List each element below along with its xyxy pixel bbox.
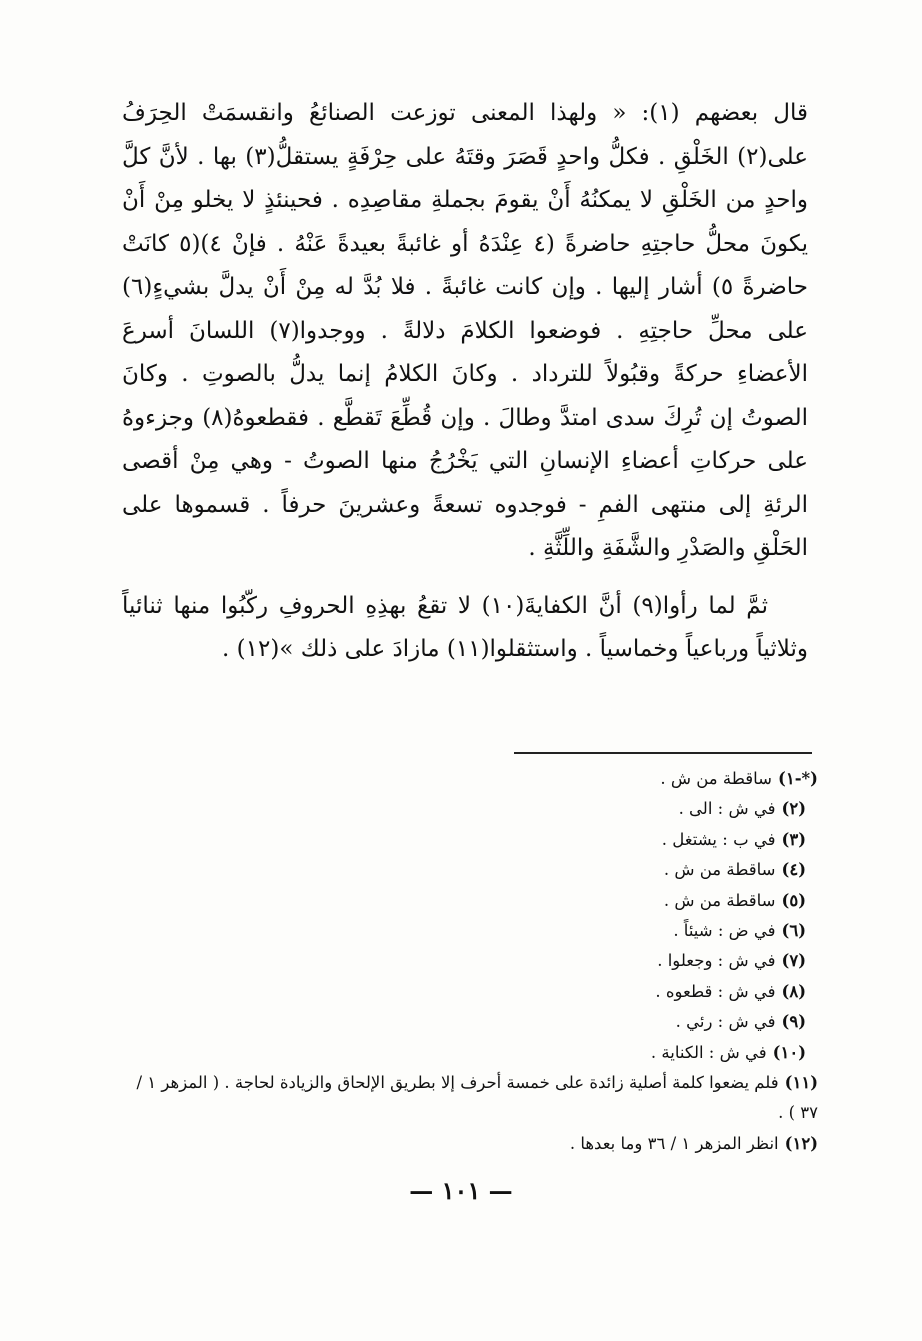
footnote-7: (٧)في ش : وجعلوا .	[657, 951, 806, 971]
footnote-5: (٥)ساقطة من ش .	[663, 890, 806, 910]
footnote-1: (*-١)ساقطة من ش .	[660, 769, 818, 788]
footnote-separator	[514, 752, 812, 754]
footnote-11: (١١)فلم يضعوا كلمة أصلية زائدة على خمسة أحرف إلا بطريق الإلحاق والزيادة لحاجة . ( المزهر ١ / ٣٧ ) .	[136, 1073, 818, 1123]
page-number: — ١٠١ —	[409, 1176, 513, 1205]
footnote-12: (١٢)انظر المزهر ١ / ٣٦ وما بعدها .	[569, 1133, 818, 1153]
footnote-6: (٦)في ض : شيئاً .	[673, 921, 806, 941]
footnotes	[128, 764, 818, 1159]
footnote-10: (١٠)في ش : الكناية .	[650, 1042, 806, 1062]
footnote-9: (٩)في ش : رئي .	[675, 1012, 806, 1032]
paragraph-2: ثمَّ لما رأوا(٩) أنَّ الكفايةَ(١٠) لا تقعُ بهذِهِ الحروفِ ركّبُوا منها ثنائياً وثلاثياً ورباعياً وخماسياً . واستثقلوا(١١) مازادَ على ذلك »(١٢) .	[122, 592, 808, 662]
footnote-2: (٢)في ش : الى .	[678, 799, 806, 819]
paragraph-1: قال بعضهم (١): « ولهذا المعنى توزعت الصنائعُ وانقسمَتْ الحِرَفُ على(٢) الخَلْقِ . فكلُّ واحدٍ قَصَرَ وقتَهُ على حِرْفَةٍ يستقلُّ(٣) بها . لأنَّ كلَّ واحدٍ من الخَلْقِ لا يمكنُهُ أَنْ يقومَ بجملةِ مقاصِدِه . فحينئذٍ لا يخلو مِنْ أَنْ يكونَ محلُّ حاجتِهِ حاضرةً (٤ عِنْدَهُ أو غائبةً بعيدةً عَنْهُ . فإنْ ٤)(٥ كانَتْ حاضرةً ٥) أشار إليها . وإن كانت غائبةً . فلا بُدَّ له مِنْ أَنْ يدلَّ بشيءٍ(٦) على محلِّ حاجتِهِ . فوضعوا الكلامَ دلالةً . ووجدوا(٧) اللسانَ أسرعَ الأعضاءِ حركةً وقبُولاً للترداد . وكانَ الكلامُ إنما يدلُّ بالصوتِ . وكانَ الصوتُ إن تُرِكَ سدى امتدَّ وطالَ . وإن قُطِّعَ تَقطَّع . فقطعوهُ(٨) وجزءوهُ على حركاتِ أعضاءِ الإنسانِ التي يَخْرُجُ منها الصوتُ - وهي مِنْ أقصى الرئةِ إلى منتهى الفمِ - فوجدوه تسعةً وعشرينَ حرفاً . قسموها على الحَلْقِ والصَدْرِ والشَّفَةِ واللِّثَّةِ .	[122, 100, 808, 561]
footnote-3: (٣)في ب : يشتغل .	[661, 829, 806, 849]
footnote-4: (٤)ساقطة من ش .	[663, 860, 806, 880]
main-text	[122, 92, 808, 672]
footnote-8: (٨)في ش : قطعوه .	[655, 981, 806, 1001]
